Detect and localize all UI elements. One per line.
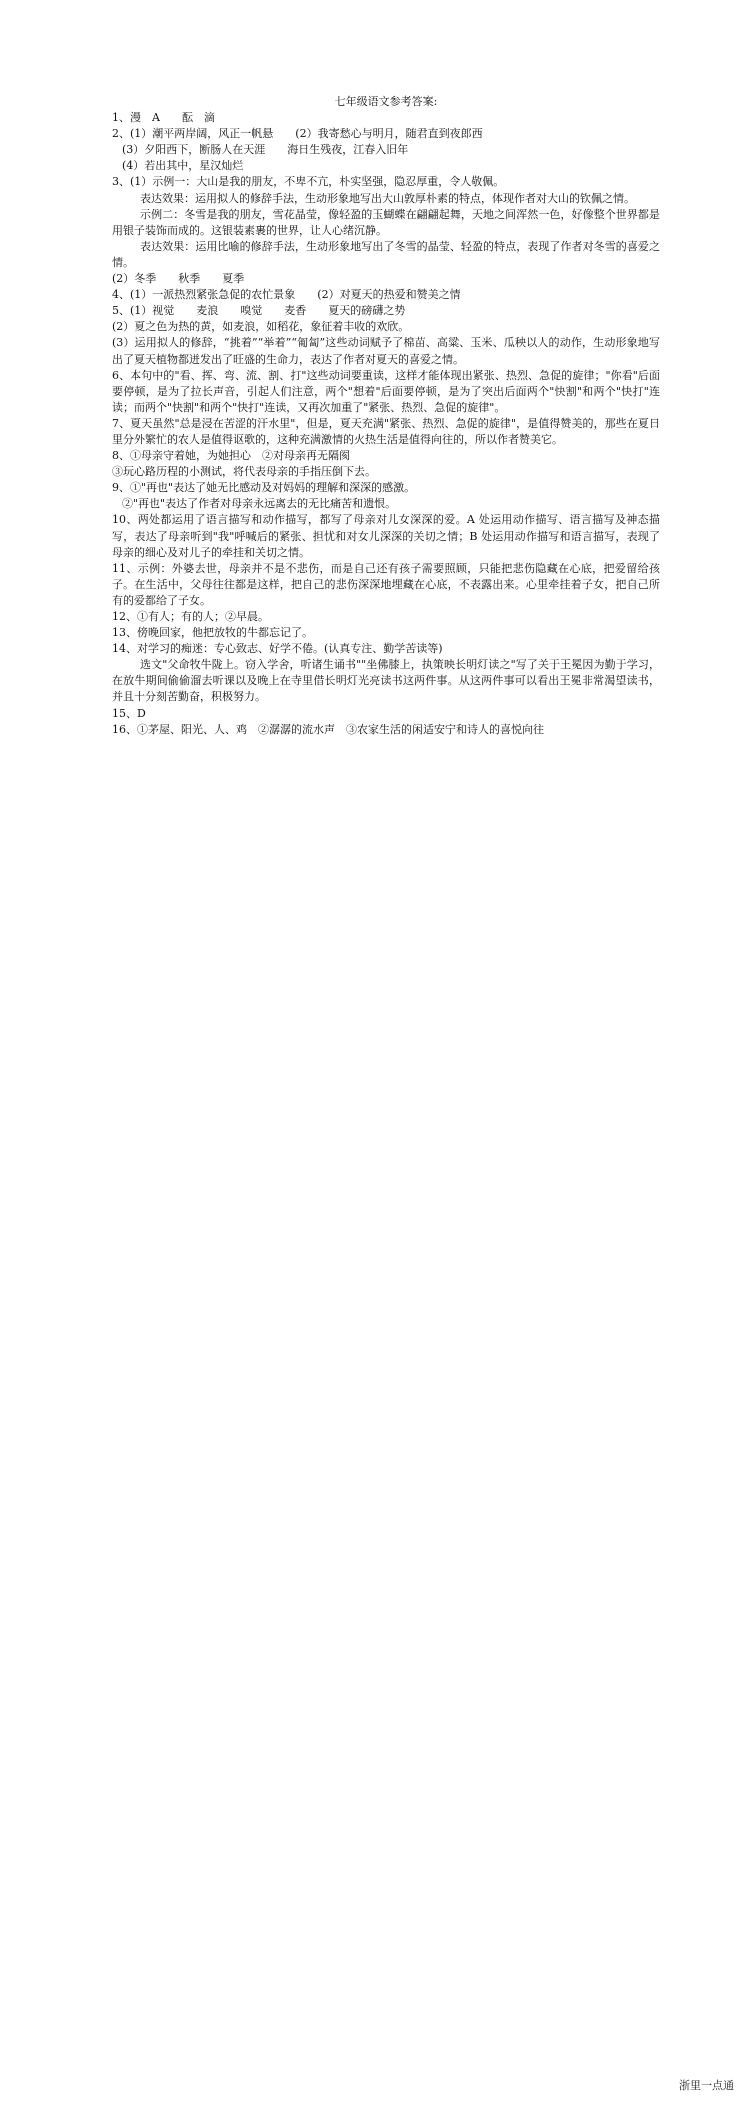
- answer-line-3-example-2: 示例二：冬雪是我的朋友，雪花晶莹，像轻盈的玉蝴蝶在翩翩起舞，天地之间浑然一色，好像整个世界都是用银子装饰而成的。这银装素裹的世界，让人心绪沉静。: [112, 207, 660, 237]
- answer-line-9: 9、①"再也"表达了她无比感动及对妈妈的理解和深深的感激。: [112, 481, 416, 495]
- answer-line-5-part-2: (2）夏之色为热的黄，如麦浪，如稻花，象征着丰收的欢欣。: [112, 320, 410, 334]
- answer-line-14: 14、对学习的痴迷：专心致志、好学不倦。(认真专注、勤学苦读等): [112, 642, 443, 656]
- answer-line-12: 12、①有人；有的人；②早晨。: [112, 610, 269, 623]
- answer-line-6: 6、本句中的"看、挥、弯、流、割、打"这些动词要重读，这样才能体现出紧张、热烈、急促的旋律；"你看"后面要停顿，是为了拉长声音，引起人们注意，两个"想着"后面要停顿，是为了突出后面两个"快割"和两个"快打"连读；而两个"快割"和两个"快打"连读，又再次加重了"紧张、热烈、急促的旋律"。: [112, 368, 660, 414]
- answer-line-9-part-2: ②"再也"表达了作者对母亲永远离去的无比痛苦和遗恨。: [122, 497, 397, 511]
- answer-line-3-effect-1: 表达效果：运用拟人的修辞手法，生动形象地写出大山敦厚朴素的特点，体现作者对大山的钦佩之情。: [140, 191, 635, 205]
- answer-line-5: 5、(1）视觉 麦浪 嗅觉 麦香 夏天的磅礴之势: [112, 304, 406, 318]
- answer-line-11: 11、示例：外婆去世，母亲并不是不悲伤，而是自己还有孩子需要照顾，只能把悲伤隐藏在心底，把爱留给孩子。在生活中，父母往往都是这样，把自己的悲伤深深地埋藏在心底，不表露出来。心里牵挂着子女，把自己所有的爱都给了子女。: [112, 561, 660, 607]
- answer-line-1: 1、漫 A 酝 滴: [112, 111, 215, 125]
- answer-document: [112, 94, 660, 738]
- answer-line-14-part-2: 选文"父命牧牛陇上。窃入学舍，听诸生诵书""坐佛膝上，执策映长明灯读之"写了关于王冕因为勤于学习，在放牛期间偷偷溜去听课以及晚上在寺里借长明灯光亮读书这两件事。从这两件事可以看出王冕非常渴望读书，并且十分刻苦勤奋，积极努力。: [112, 658, 660, 704]
- answer-line-8-part-3: ③玩心路历程的小测试，将代表母亲的手指压倒下去。: [112, 465, 376, 479]
- answer-line-5-part-3: (3）运用拟人的修辞，“挑着”“举着”“匍匐”这些动词赋予了棉苗、高粱、玉米、瓜秧以人的动作，生动形象地写出了夏天植物都迸发出了旺盛的生命力，表达了作者对夏天的喜爱之情。: [112, 336, 660, 366]
- answer-line-8: 8、①母亲守着她，为她担心 ②对母亲再无隔阂: [112, 449, 350, 463]
- answer-line-3-part-2: (2）冬季 秋季 夏季: [112, 272, 245, 286]
- answer-line-3-effect-2: 表达效果：运用比喻的修辞手法，生动形象地写出了冬雪的晶莹、轻盈的特点，表现了作者对冬雪的喜爱之情。: [112, 239, 660, 269]
- document-title: 七年级语文参考答案:: [334, 95, 438, 108]
- answer-line-7: 7、夏天虽然"总是浸在苦涩的汗水里"，但是，夏天充满"紧张、热烈、急促的旋律"，是值得赞美的，那些在夏日里分外繁忙的农人是值得讴歌的，这种充满激情的火热生活是值得向往的，所以作者赞美它。: [112, 416, 660, 446]
- answer-line-16: 16、①茅屋、阳光、人、鸡 ②潺潺的流水声 ③农家生活的闲适安宁和诗人的喜悦向往: [112, 722, 544, 736]
- answer-line-3: 3、(1）示例一：大山是我的朋友，不卑不亢，朴实坚强，隐忍厚重，令人敬佩。: [112, 175, 505, 189]
- answer-line-15: 15、D: [112, 706, 146, 720]
- answer-line-10: 10、两处都运用了语言描写和动作描写，都写了母亲对儿女深深的爱。A 处运用动作描写、语言描写及神态描写，表达了母亲听到"我"呼喊后的紧张、担忧和对女儿深深的关切之情；B 处运用动作描写和语言描写，表现了母亲的细心及对儿子的牵挂和关切之情。: [112, 513, 660, 559]
- answer-line-13: 13、傍晚回家，他把放牧的牛都忘记了。: [112, 626, 313, 640]
- answer-line-4: 4、(1）一派热烈紧张急促的农忙景象 (2）对夏天的热爱和赞美之情: [112, 288, 461, 302]
- footer-watermark: 浙里一点通: [679, 2079, 734, 2092]
- answer-line-2-3: (3）夕阳西下，断肠人在天涯 海日生残夜，江春入旧年: [122, 143, 409, 157]
- answer-line-2-4: (4）若出其中，星汉灿烂: [122, 159, 244, 173]
- answer-line-2: 2、(1）潮平两岸阔，风正一帆悬 (2）我寄愁心与明月，随君直到夜郎西: [112, 127, 483, 141]
